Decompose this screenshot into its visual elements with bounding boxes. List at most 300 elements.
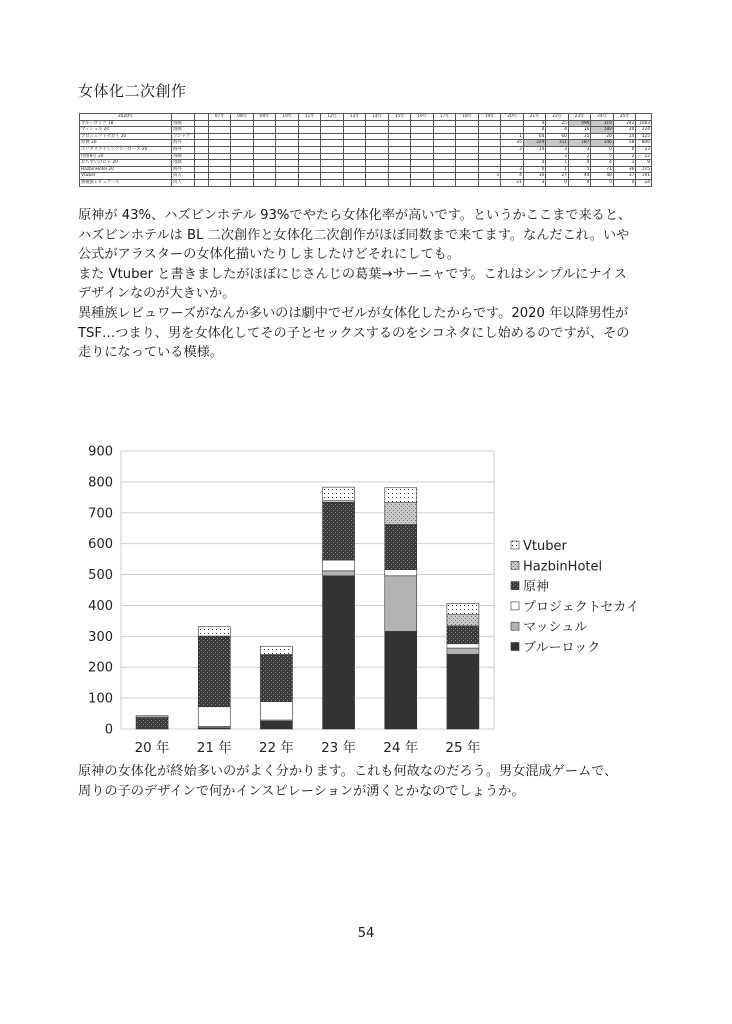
table-cell: [253, 173, 276, 180]
table-cell: [523, 153, 546, 160]
table-cell-title: Vtuber: [80, 173, 172, 180]
legend-label: マッシュル: [523, 620, 588, 636]
table-cell: [253, 127, 276, 134]
table-cell: [366, 179, 389, 186]
table-header-cell: 13年: [343, 114, 366, 121]
table-cell: 3: [546, 153, 569, 160]
table-cell: 5: [591, 153, 614, 160]
table-cell: [194, 153, 208, 160]
table-cell: 229: [523, 140, 546, 147]
table-cell: [366, 146, 389, 153]
paragraph-analysis: [78, 206, 658, 363]
table-cell: 496: [568, 120, 591, 127]
table-cell: [253, 179, 276, 186]
table-row: [80, 179, 652, 186]
table-cell: 0: [523, 166, 546, 173]
table-cell: [343, 120, 366, 127]
table-cell: [366, 173, 389, 180]
table-cell: [276, 140, 299, 147]
table-cell-genre: 海外: [172, 140, 195, 147]
table-cell: [298, 179, 321, 186]
bar-segment-マッシュル: [385, 576, 417, 632]
table-cell: 1: [478, 173, 501, 180]
fanwork-count-table: [79, 113, 652, 187]
table-cell: [411, 127, 434, 134]
table-cell: 2: [568, 153, 591, 160]
bar-segment-Vtuber: [323, 487, 355, 501]
table-cell: [456, 140, 479, 147]
table-header-cell: 10年: [276, 114, 299, 121]
table-cell: 3: [501, 146, 524, 153]
table-cell: 27: [546, 173, 569, 180]
table-cell: [366, 133, 389, 140]
table-cell: [433, 140, 456, 147]
table-cell-total: 1083: [636, 120, 652, 127]
table-cell: [208, 146, 231, 153]
table-cell: 64: [523, 133, 546, 140]
table-cell: 180: [591, 127, 614, 134]
table-cell: 4: [546, 127, 569, 134]
y-tick-label: 600: [88, 537, 113, 553]
table-cell: [411, 160, 434, 167]
legend-swatch: [511, 622, 519, 630]
paragraph1-line: 原神が 43%、ハズビンホテル 93%でやたら女体化率が高いです。というかここまで来ると、: [78, 208, 632, 223]
table-cell: 58: [613, 140, 636, 147]
table-cell: 4: [523, 160, 546, 167]
table-cell: 1: [613, 160, 636, 167]
table-cell: [298, 146, 321, 153]
x-tick-label: 25 年: [445, 740, 481, 756]
table-cell: [343, 127, 366, 134]
table-cell: [501, 120, 524, 127]
bar-segment-原神: [198, 636, 230, 707]
table-cell: [433, 133, 456, 140]
table-cell-genre: 海外: [172, 166, 195, 173]
table-cell: 35: [568, 133, 591, 140]
table-cell: [388, 166, 411, 173]
table-cell-title: マッシュル 20: [80, 127, 172, 134]
table-cell: 187: [568, 140, 591, 147]
table-cell: [478, 120, 501, 127]
bar-segment-Vtuber: [136, 716, 168, 717]
table-cell: [433, 160, 456, 167]
table-cell-genre: 同人: [172, 179, 195, 186]
data-table: [79, 113, 652, 187]
table-cell: [276, 166, 299, 173]
table-cell: [208, 173, 231, 180]
table-row: [80, 160, 652, 167]
y-tick-label: 0: [104, 722, 113, 738]
table-cell: 20: [591, 133, 614, 140]
table-cell: [194, 179, 208, 186]
table-cell: [343, 146, 366, 153]
bar-segment-原神: [447, 626, 479, 644]
bar-segment-HazbinHotel: [385, 503, 417, 525]
y-tick-label: 500: [88, 568, 113, 584]
table-cell-genre: 海外: [172, 146, 195, 153]
table-cell: [478, 127, 501, 134]
table-cell-genre: 漫画: [172, 120, 195, 127]
table-cell: [276, 120, 299, 127]
table-cell: [276, 179, 299, 186]
table-cell: 316: [591, 120, 614, 127]
table-cell: [456, 179, 479, 186]
y-tick-label: 800: [88, 475, 113, 491]
table-row: [80, 120, 652, 127]
table-cell: [276, 153, 299, 160]
table-cell: 5: [568, 166, 591, 173]
table-cell: [208, 153, 231, 160]
table-cell: [321, 120, 344, 127]
table-cell: [298, 166, 321, 173]
table-cell-title: 怪獣8号 20: [80, 153, 172, 160]
bar-segment-ブルーロック: [323, 576, 355, 729]
table-cell: [298, 120, 321, 127]
table-cell-total: 806: [636, 140, 652, 147]
table-cell: [478, 140, 501, 147]
bar-segment-プロジェクトセカイ: [447, 644, 479, 648]
legend-label: 原神: [523, 579, 550, 595]
table-cell: [321, 140, 344, 147]
bar-segment-ブルーロック: [385, 631, 417, 729]
table-header-cell: 22年: [546, 114, 569, 121]
table-cell-total: 115: [636, 166, 652, 173]
table-cell: [388, 146, 411, 153]
table-cell: [411, 153, 434, 160]
table-cell: [298, 160, 321, 167]
table-cell: [388, 160, 411, 167]
table-cell: [343, 179, 366, 186]
table-cell: [276, 173, 299, 180]
table-header-cell: 20年: [501, 114, 524, 121]
table-cell: [388, 120, 411, 127]
table-cell: [194, 127, 208, 134]
table-cell: [478, 166, 501, 173]
table-header-cell: 09年: [253, 114, 276, 121]
table-header-cell: 12年: [321, 114, 344, 121]
table-cell: [478, 179, 501, 186]
x-tick-label: 20 年: [134, 740, 170, 756]
page-number: 54: [357, 926, 375, 941]
table-row: [80, 153, 652, 160]
bar-segment-ブルーロック: [447, 654, 479, 729]
table-row: [80, 133, 652, 140]
table-cell: [411, 179, 434, 186]
table-cell: [343, 166, 366, 173]
table-row: [80, 140, 652, 147]
table-cell: [433, 120, 456, 127]
table-cell: [433, 179, 456, 186]
table-cell-title: 原神 20: [80, 140, 172, 147]
table-header-cell: 16年: [411, 114, 434, 121]
table-cell-total: 125: [636, 133, 652, 140]
table-cell: [478, 133, 501, 140]
paragraph1-line: デザインなのが大きいか。: [78, 286, 236, 302]
table-cell: 1: [546, 160, 569, 167]
table-cell: [456, 127, 479, 134]
table-cell: [276, 127, 299, 134]
table-cell: [276, 133, 299, 140]
table-row: [80, 127, 652, 134]
table-cell: 48: [591, 173, 614, 180]
bar-segment-Vtuber: [385, 488, 417, 503]
legend-swatch: [511, 602, 519, 610]
table-cell: [253, 120, 276, 127]
table-cell: [388, 153, 411, 160]
table-cell: [253, 160, 276, 167]
table-cell: [194, 133, 208, 140]
table-cell: [366, 153, 389, 160]
table-cell: [456, 133, 479, 140]
table-cell: 36: [613, 166, 636, 173]
bar-segment-Vtuber: [447, 603, 479, 614]
legend-swatch: [511, 541, 519, 549]
table-cell-total: 12: [636, 153, 652, 160]
table-cell: [231, 120, 254, 127]
table-cell: [366, 160, 389, 167]
table-cell-total: 224: [636, 127, 652, 134]
legend-label: Vtuber: [523, 539, 567, 554]
paragraph1-line: 走りになっている模様。: [78, 345, 224, 361]
table-header-cell: 18年: [456, 114, 479, 121]
table-cell: [411, 120, 434, 127]
bar-segment-プロジェクトセカイ: [385, 570, 417, 576]
table-cell: [231, 166, 254, 173]
table-cell-title: ブルーロック 18: [80, 120, 172, 127]
table-cell-total: 23: [636, 146, 652, 153]
table-cell: [456, 173, 479, 180]
y-tick-label: 300: [88, 629, 113, 645]
bar-segment-HazbinHotel: [447, 615, 479, 626]
table-cell: [194, 173, 208, 180]
table-header-cell: 25年: [613, 114, 636, 121]
table-cell: [231, 140, 254, 147]
table-cell: 44: [568, 173, 591, 180]
y-tick-label: 200: [88, 660, 113, 676]
table-cell: 4: [523, 127, 546, 134]
table-cell-total: 191: [636, 173, 652, 180]
bar-segment-原神: [136, 718, 168, 729]
table-cell: [433, 153, 456, 160]
table-cell: [388, 179, 411, 186]
bar-segment-原神: [385, 525, 417, 570]
table-cell: 0: [591, 179, 614, 186]
table-cell: [321, 127, 344, 134]
paragraph1-line: 公式がアラスターの女体化描いたりしましたけどそれにしても。: [78, 247, 461, 263]
table-cell: 35: [501, 140, 524, 147]
table-cell: [276, 146, 299, 153]
table-cell: 0: [568, 179, 591, 186]
table-cell: 37: [613, 173, 636, 180]
table-cell: 0: [546, 179, 569, 186]
y-tick-label: 900: [88, 444, 113, 460]
table-cell: [298, 140, 321, 147]
table-cell: [231, 179, 254, 186]
bar-segment-ブルーロック: [260, 721, 292, 729]
table-cell: [298, 133, 321, 140]
table-cell: [321, 153, 344, 160]
bar-segment-マッシュル: [323, 571, 355, 576]
table-cell: [208, 179, 231, 186]
table-cell: [366, 166, 389, 173]
table-cell: [388, 133, 411, 140]
table-cell: [321, 160, 344, 167]
table-cell-genre: ソシャゲ: [172, 133, 195, 140]
table-cell: [366, 140, 389, 147]
table-cell: [298, 153, 321, 160]
table-header-cell: 11年: [298, 114, 321, 121]
legend-swatch: [511, 643, 519, 651]
table-cell: [298, 173, 321, 180]
table-cell: [253, 153, 276, 160]
bar-segment-マッシュル: [447, 648, 479, 654]
table-cell: 1: [501, 133, 524, 140]
table-cell: [208, 127, 231, 134]
table-cell: [456, 160, 479, 167]
table-cell: 0: [591, 146, 614, 153]
table-cell: [194, 120, 208, 127]
table-header-cell: 07年: [208, 114, 231, 121]
table-cell: [343, 160, 366, 167]
table-cell: [456, 153, 479, 160]
table-cell: 4: [591, 160, 614, 167]
paragraph1-line: ハズビンホテルは BL 二次創作と女体化二次創作がほぼ同数まで来てます。なんだこれ。いや: [78, 227, 630, 243]
table-header-cell: 17年: [433, 114, 456, 121]
table-cell: [433, 146, 456, 153]
table-cell: [343, 173, 366, 180]
stacked-bar-chart: [79, 436, 659, 761]
bar-segment-プロジェクトセカイ: [323, 560, 355, 571]
table-cell: [366, 120, 389, 127]
bar-segment-原神: [260, 655, 292, 702]
table-cell: 3: [523, 179, 546, 186]
table-cell: [501, 153, 524, 160]
table-cell: [456, 166, 479, 173]
table-cell: [433, 173, 456, 180]
paragraph1-line: 異種族レビュワーズがなんか多いのは劇中でゼルが女体化したからです。2020 年以降男性が: [78, 305, 629, 321]
table-header-cell: 14年: [366, 114, 389, 121]
table-cell: 30: [523, 173, 546, 180]
paragraph1-line: また Vtuber と書きましたがほぼにじさんじの葛葉→サーニャです。これはシンプルにナイス: [78, 266, 627, 282]
table-cell: 1: [546, 166, 569, 173]
table-cell: [411, 140, 434, 147]
table-cell: [194, 146, 208, 153]
table-cell-total: 24: [636, 179, 652, 186]
table-cell: 3: [546, 146, 569, 153]
y-tick-label: 700: [88, 506, 113, 522]
table-cell: [388, 127, 411, 134]
table-cell: [478, 153, 501, 160]
table-header-cell: 24年: [591, 114, 614, 121]
table-header-cell: 2020年: [80, 114, 172, 121]
table-header-cell: [172, 114, 195, 121]
table-header-cell: 23年: [568, 114, 591, 121]
table-cell: [411, 146, 434, 153]
table-cell: 71: [591, 166, 614, 173]
legend-label: ブルーロック: [523, 640, 601, 656]
table-cell: [208, 133, 231, 140]
paragraph2-line: 周りの子のデザインで何かインスピレーションが湧くとかなのでしょうか。: [78, 783, 525, 799]
x-tick-label: 21 年: [196, 740, 232, 756]
table-cell: [343, 133, 366, 140]
table-cell: [208, 160, 231, 167]
table-cell-genre: 漫画: [172, 153, 195, 160]
section-title: 女体化二次創作: [78, 82, 187, 100]
legend-label: HazbinHotel: [523, 559, 603, 575]
table-cell: [194, 166, 208, 173]
table-cell: [231, 173, 254, 180]
table-cell: 21: [501, 179, 524, 186]
paragraph2-line: 原神の女体化が終始多いのがよく分かります。これも何故なのだろう。男女混成ゲームで、: [78, 764, 618, 779]
table-cell: [366, 127, 389, 134]
table-cell: 4: [523, 120, 546, 127]
table-cell: [253, 166, 276, 173]
table-cell-title: エリオスライジングヒーローズ 20: [80, 146, 172, 153]
table-cell: 2: [613, 153, 636, 160]
table-cell: 0: [613, 179, 636, 186]
table-cell: [231, 146, 254, 153]
table-cell: [253, 140, 276, 147]
x-tick-label: 22 年: [258, 740, 294, 756]
paragraph1-line: TSF…つまり、男を女体化してその子とセックスするのをシコネタにし始めるのですが、その: [78, 325, 630, 341]
x-tick-label: 23 年: [321, 740, 357, 756]
bar-segment-Vtuber: [198, 627, 230, 636]
table-cell-genre: 漫画: [172, 127, 195, 134]
table-cell: 25: [546, 120, 569, 127]
table-cell: 4: [501, 173, 524, 180]
table-cell: 16: [568, 127, 591, 134]
table-cell: [411, 133, 434, 140]
legend-swatch: [511, 582, 519, 590]
table-cell: 0: [568, 160, 591, 167]
table-cell: [321, 166, 344, 173]
table-cell: [501, 160, 524, 167]
table-header-cell: 15年: [388, 114, 411, 121]
table-cell: [388, 140, 411, 147]
table-cell-genre: 同人: [172, 173, 195, 180]
table-cell: [501, 127, 524, 134]
table-cell: 60: [546, 133, 569, 140]
table-cell: [194, 140, 208, 147]
table-cell: 20: [613, 127, 636, 134]
table-row: [80, 173, 652, 180]
table-row: [80, 166, 652, 173]
plot-area: [121, 451, 494, 729]
table-cell: [321, 173, 344, 180]
table-cell-total: 9: [636, 160, 652, 167]
table-header-cell: [194, 114, 208, 121]
table-cell-genre: 漫画: [172, 160, 195, 167]
table-cell: [208, 120, 231, 127]
table-cell-title: HazbinHotel 20: [80, 166, 172, 173]
table-cell: 242: [613, 120, 636, 127]
table-cell: [208, 166, 231, 173]
table-cell: 146: [591, 140, 614, 147]
table-cell: [231, 160, 254, 167]
table-cell: [433, 166, 456, 173]
table-cell: [388, 173, 411, 180]
table-cell: [276, 160, 299, 167]
table-cell: [478, 160, 501, 167]
table-cell-title: プロジェクトセカイ 20: [80, 133, 172, 140]
bar-segment-Vtuber: [260, 646, 292, 654]
table-cell: [194, 160, 208, 167]
table-cell: [478, 146, 501, 153]
table-cell: [433, 127, 456, 134]
table-cell: [321, 133, 344, 140]
table-header-cell: [636, 114, 652, 121]
table-cell: [208, 140, 231, 147]
